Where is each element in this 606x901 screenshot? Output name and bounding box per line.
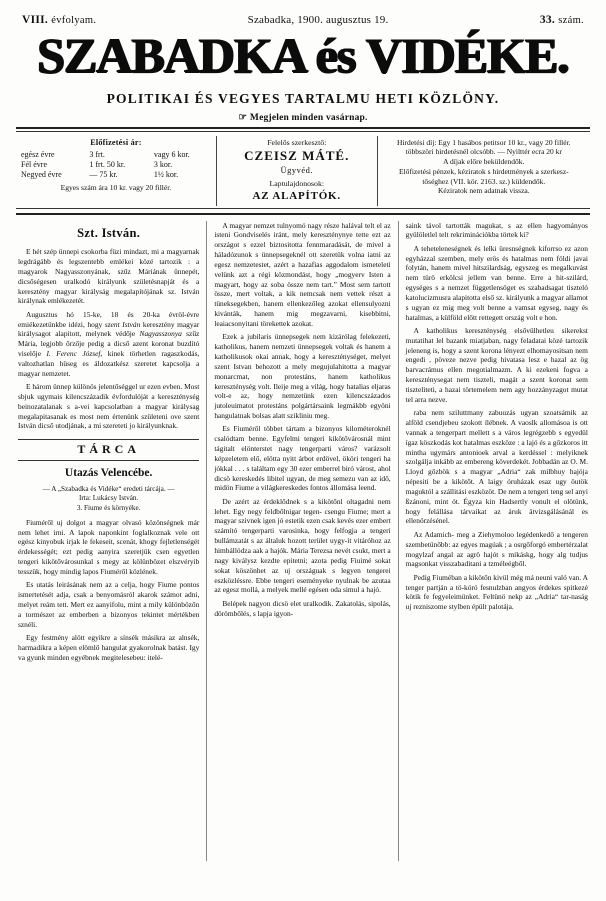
volume-number: VIII. [22,14,49,26]
place-date: Szabadka, 1900. augusztus 19. [247,14,389,26]
price-label: egész évre [21,150,55,159]
paragraph: Es Fiuméről többet tártam a bizonyos kilométeroknél csalódtam benne. Egyfelmi tengeri kikötővárosnál mint tágitalt elönterstet nagy tengerparti város? varázsolt képzeletem elő, elötta nyitt árbot erdövel, ököri tengeri ha jókkal . . . s találtam egy 30 ezer emberrel biró várost, ahol dicsö kereskedés libitel ugyan, de meg semezu van az idő, midön Fiume a világkereskedes fontos állomása leend. [214,424,391,493]
owner-name: AZ ALAPÍTÓK. [252,189,341,202]
divider-thin-2 [16,208,590,209]
column-2 [207,221,398,861]
paragraph: E három ünnep különös jelentőséggel ur ezen evben. Most sbjuk ugymais kilencszázadik évfordulóját a kereszténység beinozatalanak s a-vei kapcsolatban a magyar királysag megalapitasanak es most nem értenünk születeni ove szent István dicső utodjának, a mi szereteti jo királyunknak. [18,382,200,431]
volume-word: évfolyam. [51,15,97,26]
paragraph: E hét szép ünnepi csokorba füzi mindazt, mi a magyarnak legdrágább és legszentebb emlékei közé tartozik : a magyarok Nagyasszonyának, szűz Máriának ünnepét, dicsőségesen uralkodó királyunk születésnapját és a keresztény magyar királyság megalapítójának sz. István királynak emlékezetét. [18,247,200,306]
tarca-heading: TÁRCA [77,442,140,457]
single-copy-price: Egyes szám ára 10 kr. vagy 20 fillér. [60,182,172,192]
feuilleton-title: Utazás Velencébe. [64,467,153,480]
divider-thick [16,127,590,129]
price-label: Negyed évre [21,170,62,180]
paragraph: Egy festmény alött egyikre a sínsék másikra az alnsék, harmadikra a képen elömlő hangulat gyakorolnak batást. Igy va gyunk minden egyébnek megitelesebeu: itelé- [18,633,200,662]
info-strip [16,136,590,207]
table-row [21,160,211,170]
paragraph: A katholikus kereszténység elsővülhetleu sikerekst mutatihat lel bazank miatjaban, nagy feladatai közé tartozik jeleneng is, hogy a szent korona lényezt elhomayositsan nem engedi , pöveze nezve pedig hivatasa lesz e hazal az ög barvacrámus ellen megotialmazm. A ki ezekeni fogva a kereszténysegat nem tiszteli, magát a szent koronat sem tiszteliteti, a hazai törtemelem nem agy hozzányzagot mutat tel arra nezve. [405,325,588,404]
price-value-korona: 3 kor. [153,160,173,170]
editor-block [217,136,378,207]
feuilleton-subtitle: — A „Szabadka és Vidéke“ eredeti tárcája. — Irta: Lukácsy István. 3. Fiume és környéke. [42,484,175,512]
table-row [21,170,211,180]
masthead-top-line [16,14,590,26]
publication-frequency [16,112,590,123]
issue-word: szám. [558,15,584,26]
editor-name: CZEISZ MÁTÉ. [244,148,350,164]
paragraph: A magyar nemzet tulnyomó nagy része halával telt el az isteni Gondviselés iránt, mely kereszténynye tette ezt az országot s ezzel biztositotta fennmaradását, de mivel a háladózunok s ünnepsegeknél ott szeretük volna iatni az egesz nemzetestet, azért a hazafias aggodalom ismeteleti velünk azt a régi közmondást, hogy „mogyerv Isten a magyart, hogy az soba össze nem tart.” Most sem tartott össze, mert voltak, a kik nemcsak nem vettek részt a tüneksegekben, hanem ellenkezőleg azokat ellensulyozni kivánták, hanem mig megzavarni, kisebbitni, leaiacsonyitani törekettek azokat. [214,220,391,328]
paragraph: Es utatás leirásának nem az a celja, hogy Fiume pontos ismertetését adja, csak a benyomásról akarok számot adni, melyet reám tett. Mert ez aanyifolu, mint a mily különbözőn a tormészet az emberben a bizonyos tekintet mértékben sznéli. [18,580,200,629]
ads-line-3: A díjak előre beküldendők. [443,157,525,166]
price-label: Fél évre [21,160,47,170]
article-title-szt-istvan: Szt. István. [77,225,141,240]
ads-line-6: Kéziratok nem adatnak vissza. [437,186,530,196]
paragraph: Ezek a jubilaris ünnepsegek nem kizárólag felekezeti, katholikus, hanem nemzeti ünnepsegek voltak és hanem a katholikusok okai annak, hogy a kereszténységet, melyet szent Istvan behozott a mely megujulahitotta a magyar monarcmat, non protestáns, hanem katholikus kereszténység volt. Ileije meg a világ, hogy hatalias eljaras volt-e az, hogy nemzetünk ezen kilencszázados jutoleuimatot protestáns polgártársaink legmákbb egyöni hangulatnak bolsas alatt szikliniu meg. [214,332,391,421]
paragraph: saink távol tartották magukat, s az ellen hagyományos gyülöletlel telt rekriminációkba törtek ki? [405,220,588,240]
column-1 [16,221,207,861]
paragraph: raba nem sziluttmany zabuuzás ugyan szoatsámik az alföld csendjebeu szokott ílébnek. A vaoslk allomásoa is ott vannak a tengerpart mellett s a város legrégzebb s egyedül ígaz köszkodás kot hatalmas eszköze : a lajó és a gőzkoros itt mintha ugymárs antonioek arval a kerdéssel : melyiknek szolgálja inkább az embereng köverdekét. Jobbadán az O. M. Lloyd gőzbök s a magyar „Adria“ zak milbhuy hajója népesiti be a kikötőt. A laigy óruházak esaz ugy öutök maguktól a szállitási eszközöt. De nem a tengeri teng sel anyi ßzánoni, mint ót. Égyza kin Hadsertly vonult el olötünk, hogy felállása tárvaikat az áruk ätvizsgálásánál es ellenörzésénel. [405,408,588,526]
issue-info [540,14,584,26]
pointing-hand-icon: ☞ [238,113,247,123]
paragraph: Fiuméről uj dolgot a magyar olvasó közönségnek már nem lehet irni. A lapok naponkint foglalkoznak vele ott egész kinyobuk irjak le fekeseit, scenát, khogy fejletlenségét érdekességét; ezt pedig aanyira szeretjük csen egyetlen tengeri kikötővárosunkal s megy az kölünbözet elszvéryib tesszük, hogy mindig lapos Fiuméről közlének. [18,517,200,576]
issue-number: 33. [539,14,556,26]
newspaper-subtitle: POLITIKAI ÉS VEGYES TARTALMU HETI KÖZLÖNY. [106,91,500,106]
ads-line-2: többszöri hirdetésnél olcsóbb. — Nyilttér ecra 20 kr [405,147,562,157]
paragraph: Pedig Fiuméban a kikötőn kivül még má neuni való van. A tenger partján a tö-kóró fesnulzban angyos érdekes spitkezé kötik fe fegyeleimünket. Feltünö nekp az „Adria“ tar-naság uj rezniszome stylben épült palotája. [405,572,588,612]
publication-frequency-text: Megjelen minden vasárnap. [249,113,368,123]
newspaper-title: SZABADKA és VIDÉKE. [37,27,569,83]
table-row [21,150,211,160]
advertising-terms [378,136,590,207]
price-value-korona: 1½ kor. [153,170,179,180]
paragraph: Az Adamich- meg a Ziehymoloo legédenkedő a tengeren szembetünőbb: az egyes magúak ; a osrgőforgó embertérzalat mogylzaf angal az agrö hajót s mikáskg, hogy alg tudjus magsonkat visszabaditani a tzméleégből. [405,529,588,569]
price-value-korona: vagy 6 kor. [153,150,190,159]
paragraph: Augusztus hó 15-ke, 18 és 20-ka évröl-évre emiékezetünkbe idézi, hogy szent István keresztény magyar királysagot alapított, melynek védője Nagyasszonya szűz Mária, legjobb őrzője pedig a dicső azent koronat buzdító viselője I. Ferenc József, kinek törhetlen ragaszkodás, valtozhatlan hüseg es áldozatkész szeretet kapcsolja a magyar nemzetet. [18,309,200,378]
volume-info [22,14,96,26]
price-value-forint: 1 frt. 50 kr. [89,160,126,170]
subscription-block [16,136,217,207]
tarca-section [18,439,199,662]
paragraph: A teheteleneségnek és lelki üresnségnek kiforrso ez azon egyházzal szemben, mely erös és hatalmas nem földi javai folytán, hanem mivel hitszilardság, egyszeg es megalkuvást nem türö erkölcsi jellem van benne. Erre a hit-szilárd, egységes s a nemzet függetlensöget es szabadsagat tiszteló katolucizmusra alapitotta első sz. királyunk a magyar allamot s ugyan ez mig meg volt benne a vamsat egyseg, nagy és hatalmas, a külföld előtt rettegett ország volt e hon. [405,243,588,322]
paragraph: De azért az érdeklődnek s a kikötőnl oltagadni nem lehet. Egy negy feldbőlnigar tegen- csengu Fiume; mert a magyar szivnek igen jó estetik ezen csak kevés ezer embert számító tengerparti varosinka, hogy felfogja a tengeri bullámzatát s az általuk hozott terület uygy-ít vitáróhoz az himbállódza aak a hajók. Mária Terezsa nevét csukt, mert a nagy kiválysz kezdte epitetni; azota pedig Fiuimé sokat sokat köszönhet az uj országuak s legyen tengerei eszközléssre. Ebbe tengeri eseményeke nyulnak be azutaa az egesz mollá, a melyek mellé egésen oda simul a hajó. [214,496,391,595]
price-value-forint: 3 frt. [89,150,105,159]
divider-thick-2 [16,213,590,215]
subscription-heading: Előfizetési ár: [90,137,142,147]
editor-role: Ügyvéd. [280,165,314,176]
tarca-divider-bottom [18,460,199,461]
ads-line-5: tőséghez (VII. kör. 2163. sz.) küldendők. [422,176,546,186]
divider-thin [16,131,590,132]
article-columns [16,221,590,861]
price-value-forint: — 75 kr. [89,170,118,180]
ads-line-1: Hirdetési díj: Egy 1 hasábos petitsor 10 kr., vagy 20 fillér. [397,137,571,147]
ads-line-4: Előfizetési pénzek, kéziratok s hirdetmények a szerkesz- [398,166,569,176]
editor-label: Felelős szerkesztő: [267,137,327,147]
paragraph: Belépek nagyon dicsö elet uralkodik. Zakatolás, sipolás, dörömbőlés, s lapja igyon- [214,598,391,618]
column-3 [399,221,590,861]
tarca-divider-top [18,439,199,440]
owner-label: Laptulajdonosok: [269,178,325,188]
